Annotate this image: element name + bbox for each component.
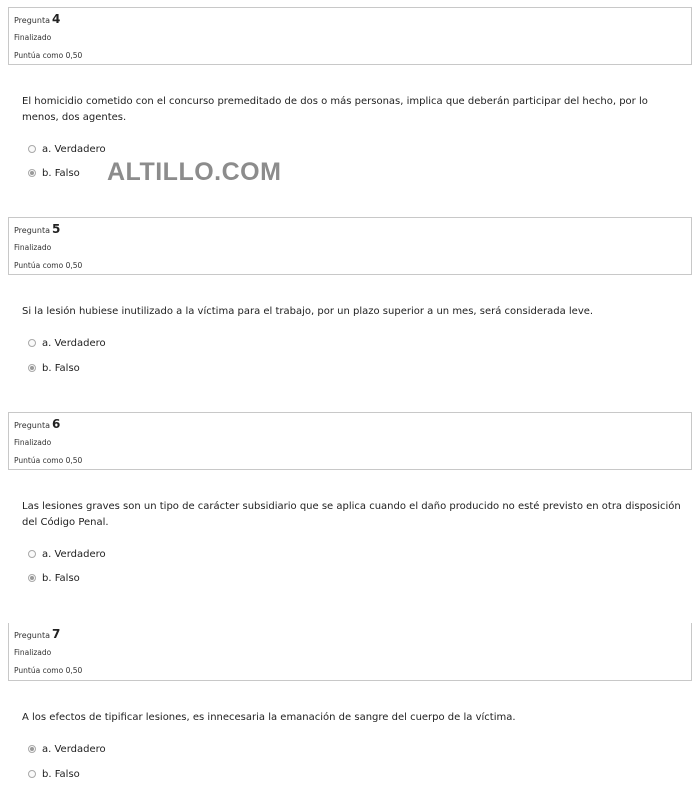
question-label: Pregunta xyxy=(14,631,50,640)
question-grade: Puntúa como 0,50 xyxy=(14,261,83,270)
question-state: Finalizado xyxy=(14,648,52,657)
question-grade: Puntúa como 0,50 xyxy=(14,666,83,675)
question-grade: Puntúa como 0,50 xyxy=(14,51,83,60)
answer-label: b. Falso xyxy=(42,768,80,780)
answer-label: b. Falso xyxy=(42,362,80,374)
question-grade: Puntúa como 0,50 xyxy=(14,456,83,465)
radio-button[interactable] xyxy=(28,550,36,558)
question-text: Las lesiones graves son un tipo de carácter subsidiario que se aplica cuando el daño producido no esté previsto en otra disposición del Código Penal. xyxy=(22,501,681,528)
question-label: Pregunta xyxy=(14,421,50,430)
radio-button-selected[interactable] xyxy=(28,574,36,582)
question-number xyxy=(14,12,60,26)
question-text: El homicidio cometido con el concurso premeditado de dos o más personas, implica que deberán participar del hecho, por lo menos, dos agentes. xyxy=(22,96,648,123)
watermark: ALTILLO.COM xyxy=(107,158,282,186)
radio-button[interactable] xyxy=(28,145,36,153)
question-number-value: 5 xyxy=(51,222,61,236)
radio-button[interactable] xyxy=(28,770,36,778)
answer-option-a[interactable] xyxy=(28,547,106,561)
answer-option-b[interactable] xyxy=(28,361,80,375)
question-number xyxy=(14,222,60,236)
question-number-value: 4 xyxy=(51,12,61,26)
question-state: Finalizado xyxy=(14,33,52,42)
question-number xyxy=(14,417,60,431)
question-info-box xyxy=(8,7,692,65)
question-number xyxy=(14,627,60,641)
answer-option-b[interactable] xyxy=(28,166,80,180)
answer-option-b[interactable] xyxy=(28,571,80,585)
question-info-box xyxy=(8,217,692,275)
question-info-box xyxy=(8,623,692,681)
question-text: Si la lesión hubiese inutilizado a la víctima para el trabajo, por un plazo superior a un mes, será considerada leve. xyxy=(22,306,594,317)
answer-label: a. Verdadero xyxy=(42,143,106,155)
answer-label: b. Falso xyxy=(42,572,80,584)
question-state: Finalizado xyxy=(14,438,52,447)
question-label: Pregunta xyxy=(14,226,50,235)
answer-label: a. Verdadero xyxy=(42,337,106,349)
question-info-box xyxy=(8,412,692,470)
question-label: Pregunta xyxy=(14,16,50,25)
answer-option-a[interactable] xyxy=(28,142,106,156)
radio-button[interactable] xyxy=(28,339,36,347)
answer-option-a[interactable] xyxy=(28,336,106,350)
radio-button-selected[interactable] xyxy=(28,169,36,177)
question-number-value: 6 xyxy=(51,417,61,431)
answer-label: b. Falso xyxy=(42,167,80,179)
answer-label: a. Verdadero xyxy=(42,743,106,755)
question-number-value: 7 xyxy=(51,627,61,641)
answer-option-a[interactable] xyxy=(28,742,106,756)
question-text: A los efectos de tipificar lesiones, es innecesaria la emanación de sangre del cuerpo de la víctima. xyxy=(22,712,516,723)
answer-option-b[interactable] xyxy=(28,767,80,781)
radio-button-selected[interactable] xyxy=(28,364,36,372)
radio-button-selected[interactable] xyxy=(28,745,36,753)
answer-label: a. Verdadero xyxy=(42,548,106,560)
question-state: Finalizado xyxy=(14,243,52,252)
